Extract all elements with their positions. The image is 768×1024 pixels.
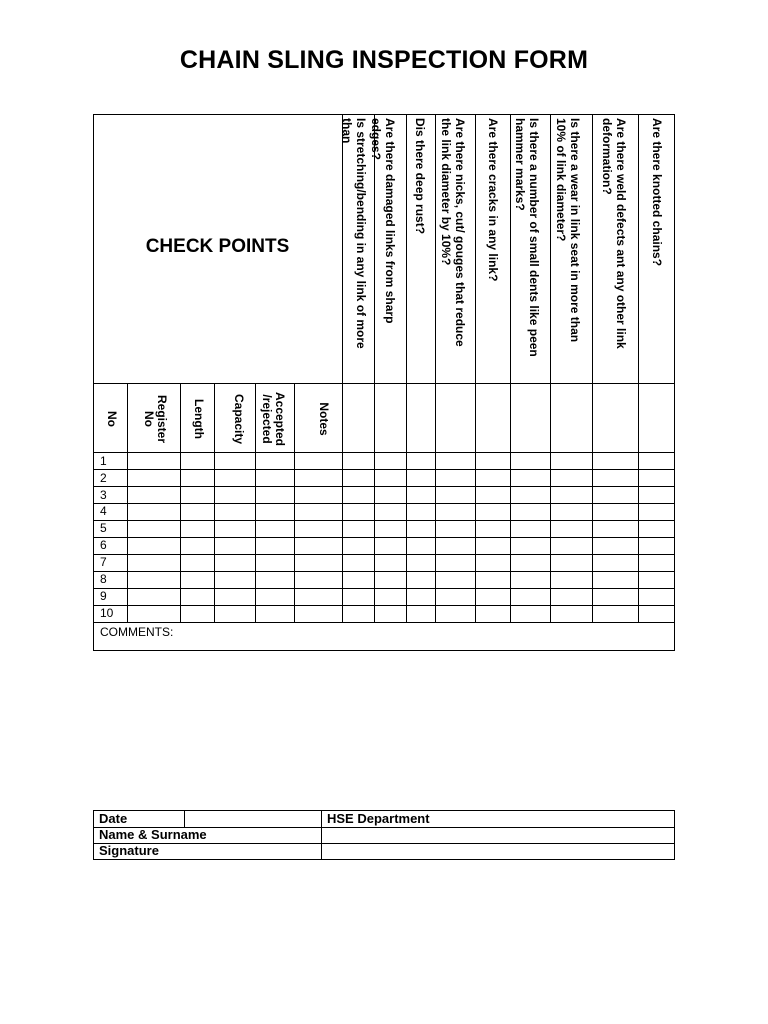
row-line <box>93 571 674 572</box>
grid-border-bottom <box>93 650 675 651</box>
date-label: Date <box>99 811 128 826</box>
name-surname-label: Name & Surname <box>99 827 207 842</box>
row-number-1: 1 <box>100 454 107 468</box>
header-row-line <box>93 383 674 384</box>
row-line <box>93 469 674 470</box>
question-8: Are there weld defects ant any other link deformation? <box>600 118 628 349</box>
grid-border-right <box>674 114 675 651</box>
comments-label: COMMENTS: <box>100 625 174 639</box>
header-notes: Notes <box>317 402 331 436</box>
question-1: Is stretching/bending in any link of more than <box>340 118 368 349</box>
grid-border-left <box>93 114 94 650</box>
row-number-2: 2 <box>100 471 107 485</box>
header-length: Length <box>192 399 206 439</box>
row-line <box>93 537 674 538</box>
check-points-label: CHECK POINTS <box>145 236 290 257</box>
question-9: Are there knotted chains? <box>650 118 664 267</box>
row-line <box>93 452 674 453</box>
row-line <box>93 605 674 606</box>
question-4: Are there nicks, cut/ gouges that reduce the link diameter by 10%? <box>439 118 467 347</box>
row-number-5: 5 <box>100 521 107 535</box>
header-register-no: Register No <box>142 394 169 444</box>
row-line <box>93 503 674 504</box>
row-number-4: 4 <box>100 504 107 518</box>
question-3: Dis there deep rust? <box>413 118 427 235</box>
question-5: Are there cracks in any link? <box>486 118 500 282</box>
row-line <box>93 554 674 555</box>
question-7: Is there a wear in link seat in more than 10% of link diameter? <box>554 118 582 343</box>
header-accepted: Accepted /rejected <box>260 391 287 447</box>
row-line <box>93 486 674 487</box>
header-no: No <box>105 411 119 427</box>
row-number-3: 3 <box>100 488 107 502</box>
row-number-8: 8 <box>100 572 107 586</box>
grid-border-top <box>93 114 675 115</box>
row-number-6: 6 <box>100 538 107 552</box>
question-6: Is there a number of small dents like peen hammer marks? <box>513 118 541 357</box>
row-number-10: 10 <box>100 606 114 620</box>
row-line <box>93 520 674 521</box>
row-number-7: 7 <box>100 555 107 569</box>
question-2: Are there damaged links from sharp edges? <box>369 118 397 324</box>
row-line <box>93 588 674 589</box>
header-capacity: Capacity <box>232 393 246 445</box>
form-title: CHAIN SLING INSPECTION FORM <box>179 46 589 74</box>
row-line <box>93 622 674 623</box>
row-number-9: 9 <box>100 589 107 603</box>
hse-department-label: HSE Department <box>327 811 430 826</box>
signature-label: Signature <box>99 843 159 858</box>
